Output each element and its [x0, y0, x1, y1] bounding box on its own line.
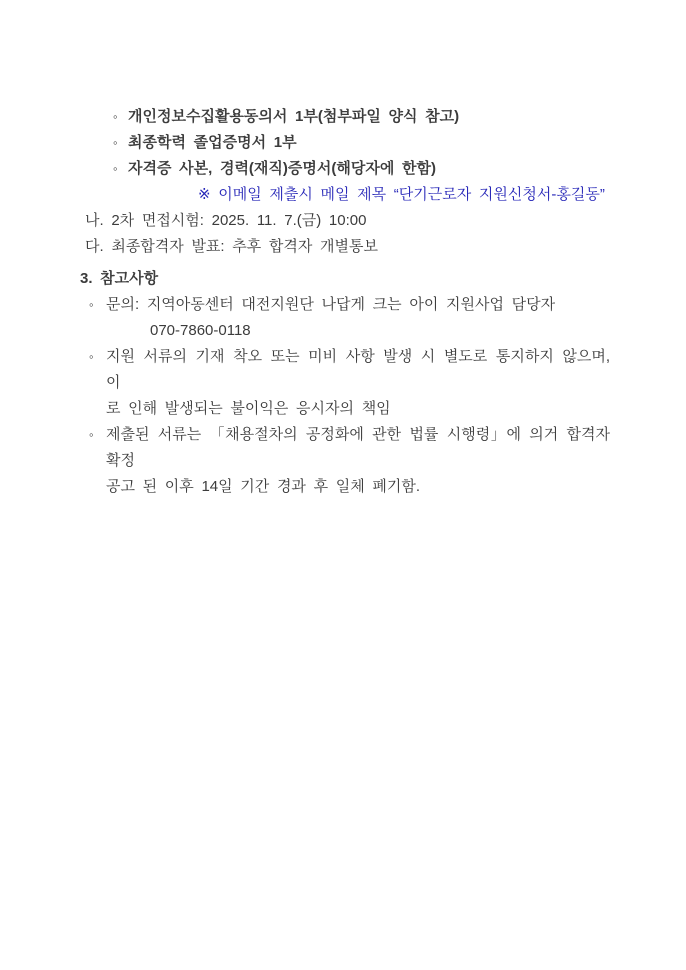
- attachment-list: [80, 104, 610, 182]
- schedule-line-interview: 나. 2차 면접시험: 2025. 11. 7.(금) 10:00: [85, 212, 367, 229]
- email-submission-note: ※ 이메일 제출시 메일 제목 “단기근로자 지원신청서-홍길동”: [198, 186, 605, 203]
- circle-bullet-icon: ◦: [89, 349, 94, 364]
- list-item: [80, 130, 610, 156]
- circle-bullet-icon: ◦: [89, 427, 94, 442]
- circle-bullet-icon: ◦: [89, 297, 94, 312]
- note-line: 제출된 서류는 「채용절차의 공정화에 관한 법률 시행령」에 의거 합격자 확정: [106, 426, 610, 469]
- attachment-item-text: 최종학력 졸업증명서 1부: [128, 134, 297, 151]
- list-item: [80, 422, 610, 500]
- list-item: [80, 292, 610, 344]
- list-item: [80, 104, 610, 130]
- circle-bullet-icon: ◦: [113, 135, 118, 150]
- note-line: 로 인해 발생되는 불이익은 응시자의 책임: [106, 400, 391, 417]
- circle-bullet-icon: ◦: [113, 161, 118, 176]
- attachment-item-text: 개인정보수집활용동의서 1부(첨부파일 양식 참고): [128, 108, 460, 125]
- note-line: 지원 서류의 기재 착오 또는 미비 사항 발생 시 별도로 통지하지 않으며, 이: [106, 348, 610, 391]
- circle-bullet-icon: ◦: [113, 109, 118, 124]
- attachment-item-text: 자격증 사본, 경력(재직)증명서(해당자에 한함): [128, 160, 436, 177]
- list-item: [80, 344, 610, 422]
- note-line: 공고 된 이후 14일 기간 경과 후 일체 폐기함.: [106, 478, 421, 495]
- schedule-line-final-result: 다. 최종합격자 발표: 추후 합격자 개별통보: [85, 238, 379, 255]
- list-item: [80, 156, 610, 182]
- contact-line: 문의: 지역아동센터 대전지원단 나답게 크는 아이 지원사업 담당자: [106, 296, 556, 313]
- contact-phone: 070-7860-0118: [150, 322, 251, 339]
- reference-notes-list: [80, 292, 610, 500]
- document-content: [80, 104, 610, 500]
- section-heading: 3. 참고사항: [80, 270, 159, 287]
